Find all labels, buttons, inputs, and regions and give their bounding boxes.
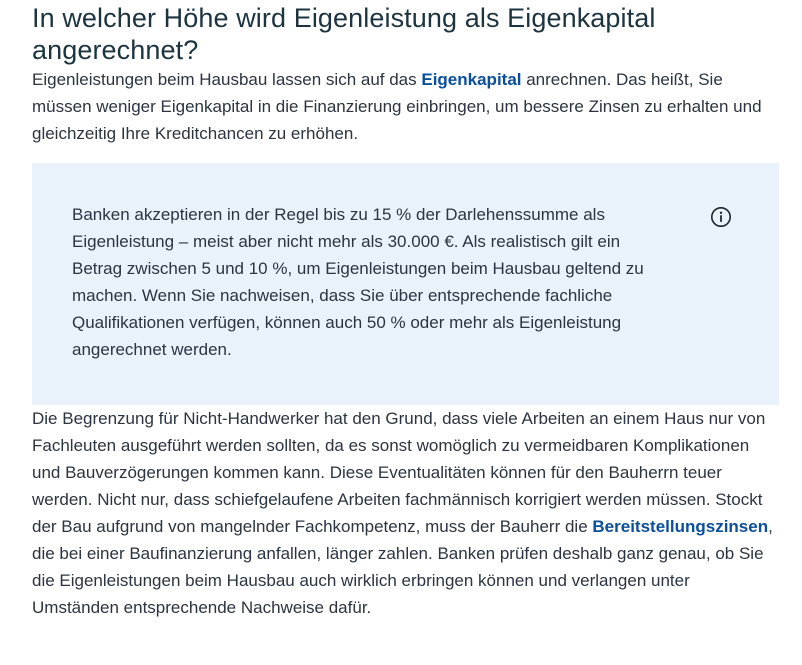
info-box-text: Banken akzeptieren in der Regel bis zu 15 % der Darlehenssumme als Eigenleistung – meist aber nicht mehr als 30.000 €. Als realistisch gilt ein Betrag zwischen 5 und 10 %, um Eigenleistungen beim Hausbau geltend zu machen. Wenn Sie nachweisen, dass Sie über entsprechende fachliche Qualifikationen verfügen, können auch 50 % oder mehr als Eigenleistung angerechnet werden. [72, 205, 644, 359]
intro-paragraph [32, 66, 779, 147]
info-box [32, 163, 779, 405]
bereitstellungszinsen-link[interactable]: Bereitstellungszinsen [592, 517, 769, 536]
intro-text-end: anrechnen. Das heißt, Sie müssen weniger Eigenkapital in die Finanzierung einbringen, um bessere Zinsen zu erhalten und gleichzeitig Ihre Kreditchancen zu erhöhen. [32, 70, 762, 143]
section-heading: In welcher Höhe wird Eigenleistung als Eigenkapital angerechnet? [32, 3, 656, 65]
body-paragraph [32, 405, 779, 621]
info-icon[interactable] [710, 206, 732, 228]
body-text-start: Die Begrenzung für Nicht-Handwerker hat den Grund, dass viele Arbeiten an einem Haus nur von Fachleuten ausgeführt werden sollten, da es sonst womöglich zu vermeidbaren Komplikationen und Bauverzögerungen kommen kann. Diese Eventualitäten können für den Bauherrn teuer werden. Nicht nur, dass schiefgelaufene Arbeiten fachmännisch korrigiert werden müssen. Stockt der Bau aufgrund von mangelnder Fachkompetenz, muss der Bauherr die [32, 409, 766, 536]
article-section [32, 0, 779, 621]
intro-text-start: Eigenleistungen beim Hausbau lassen sich auf das [32, 70, 422, 89]
body-text-end: , die bei einer Baufinanzierung anfallen, länger zahlen. Banken prüfen deshalb ganz genau, ob Sie die Eigenleistungen beim Hausbau auch wirklich erbringen können und verlangen unter Umständen entsprechende Nachweise dafür. [32, 517, 773, 617]
eigenkapital-link[interactable]: Eigenkapital [421, 70, 522, 89]
